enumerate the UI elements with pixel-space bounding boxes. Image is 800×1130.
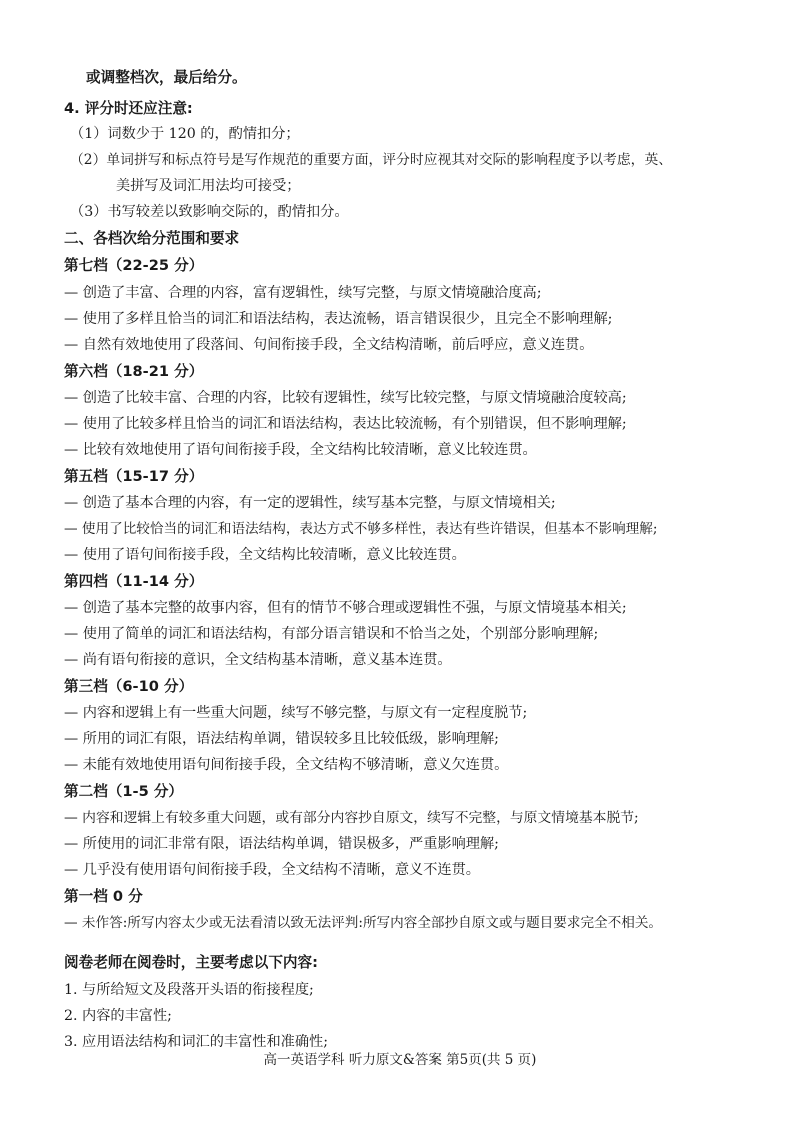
band-item: — 内容和逻辑上有较多重大问题，或有部分内容抄自原文，续写不完整，与原文情境基本脱节; [64,810,639,826]
intro-continuation: 或调整档次，最后给分。 [86,69,247,86]
note-item-continuation: 美拼写及词汇用法均可接受； [116,178,301,194]
band-title: 第三档（6-10 分） [64,678,194,695]
band-item: — 比较有效地使用了语句间衔接手段，全文结构比较清晰，意义比较连贯。 [64,442,537,458]
note-item: （2）单词拼写和标点符号是写作规范的重要方面，评分时应视其对交际的影响程度予以考虑，英、 [70,152,673,168]
band-item: — 创造了基本合理的内容，有一定的逻辑性，续写基本完整，与原文情境相关; [64,495,556,511]
band-title: 第四档（11-14 分） [64,573,204,590]
band-item: — 尚有语句衔接的意识，全文结构基本清晰，意义基本连贯。 [64,652,452,668]
band-item: — 使用了语句间衔接手段，全文结构比较清晰，意义比较连贯。 [64,547,466,563]
band-item: — 创造了丰富、合理的内容，富有逻辑性，续写完整，与原文情境融洽度高; [64,285,542,301]
band-item: — 内容和逻辑上有一些重大问题，续写不够完整，与原文有一定程度脱节; [64,705,528,721]
band-item: — 创造了基本完整的故事内容，但有的情节不够合理或逻辑性不强，与原文情境基本相关; [64,600,627,616]
band-item: — 未作答:所写内容太少或无法看清以致无法评判:所写内容全部抄自原文或与题目要求完全不相关。 [64,915,663,931]
band-item: — 自然有效地使用了段落间、句间衔接手段，全文结构清晰，前后呼应，意义连贯。 [64,337,594,353]
band-item: — 使用了比较恰当的词汇和语法结构，表达方式不够多样性，表达有些许错误，但基本不影响理解; [64,521,658,537]
band-item: — 创造了比较丰富、合理的内容，比较有逻辑性，续写比较完整，与原文情境融洽度较高; [64,390,627,406]
note-item: （1）词数少于 120 的，酌情扣分； [70,126,300,142]
review-item: 1. 与所给短文及段落开头语的衔接程度; [64,982,314,998]
band-title: 第七档（22-25 分） [64,257,204,274]
band-item: — 所使用的词汇非常有限，语法结构单调，错误极多，严重影响理解; [64,836,499,852]
band-item: — 使用了简单的词汇和语法结构，有部分语言错误和不恰当之处，个别部分影响理解; [64,626,599,642]
section-title: 二、各档次给分范围和要求 [64,230,240,247]
note-heading: 4. 评分时还应注意: [64,100,193,117]
band-title: 第五档（15-17 分） [64,468,204,485]
band-title: 第二档（1-5 分） [64,783,184,800]
review-title: 阅卷老师在阅卷时，主要考虑以下内容: [64,954,318,971]
band-item: — 几乎没有使用语句间衔接手段，全文结构不清晰，意义不连贯。 [64,862,480,878]
band-title: 第一档 0 分 [64,888,143,905]
band-item: — 使用了比较多样且恰当的词汇和语法结构，表达比较流畅，有个别错误，但不影响理解; [64,416,627,432]
band-item: — 使用了多样且恰当的词汇和语法结构，表达流畅，语言错误很少，且完全不影响理解; [64,311,613,327]
note-item: （3）书写较差以致影响交际的，酌情扣分。 [70,204,349,220]
page-footer: 高一英语学科 听力原文&答案 第5页(共 5 页) [263,1052,537,1068]
band-item: — 未能有效地使用语句间衔接手段，全文结构不够清晰，意义欠连贯。 [64,757,509,773]
review-item: 2. 内容的丰富性; [64,1008,172,1024]
band-title: 第六档（18-21 分） [64,363,204,380]
review-item: 3. 应用语法结构和词汇的丰富性和准确性; [64,1034,329,1050]
band-item: — 所用的词汇有限，语法结构单调，错误较多且比较低级，影响理解; [64,731,499,747]
